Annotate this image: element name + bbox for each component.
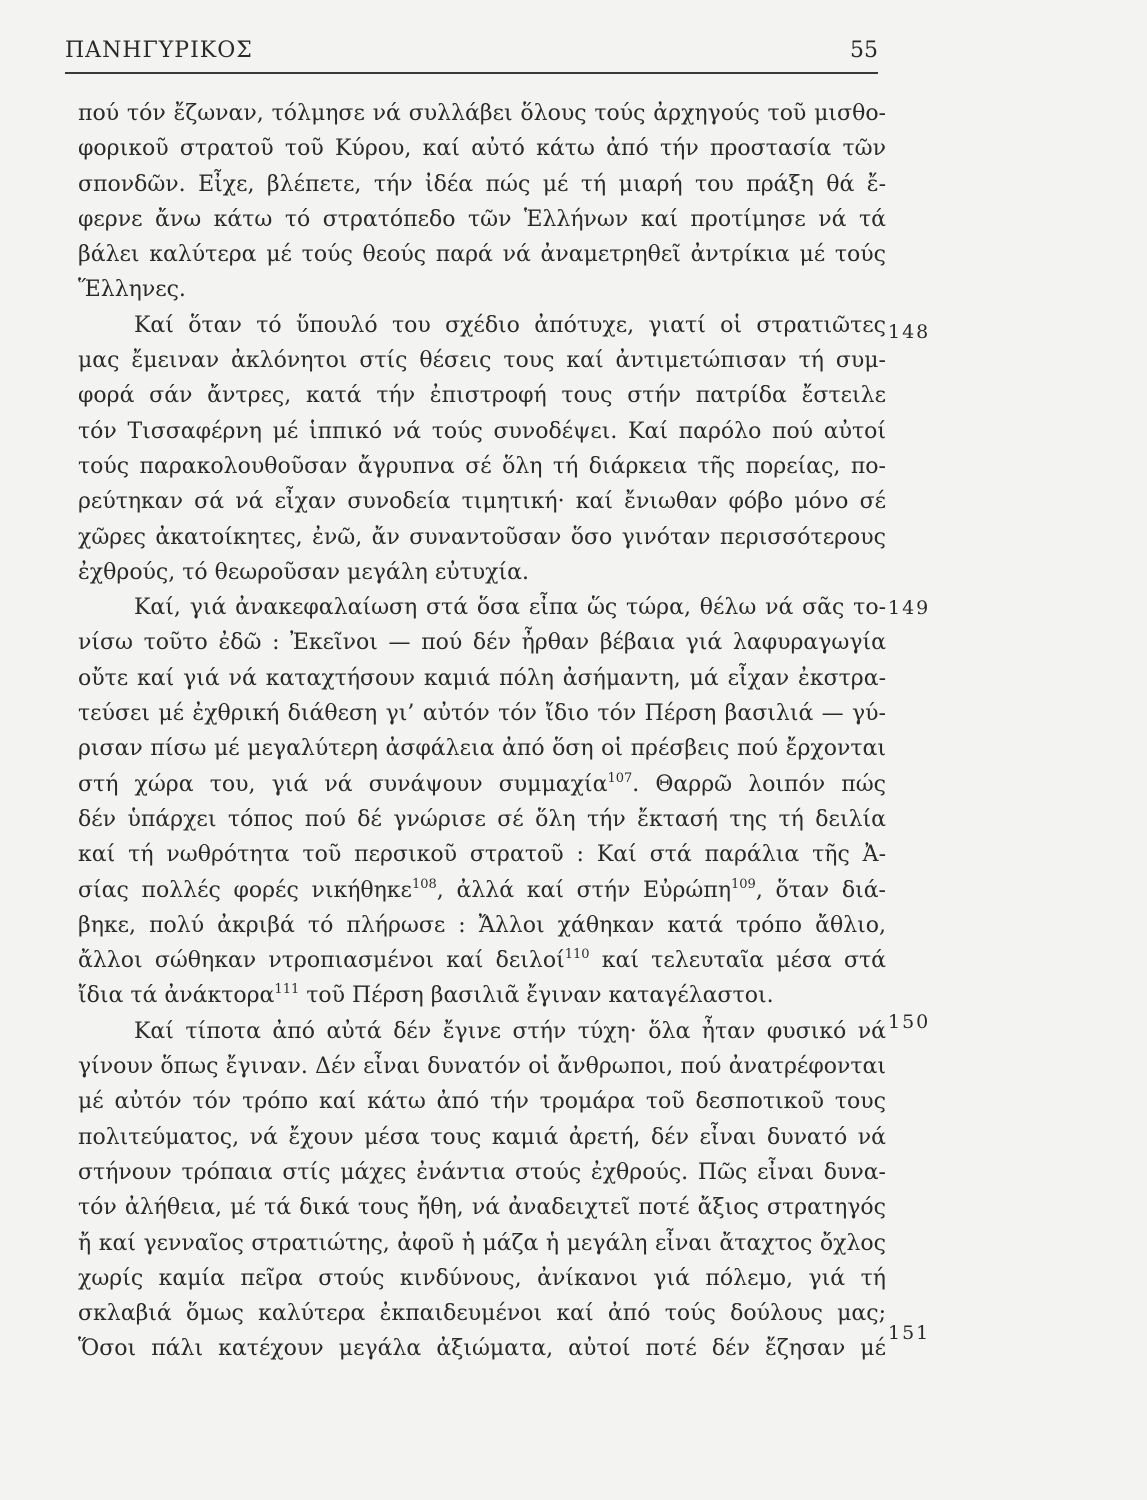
text-segment: καί τελευταῖα μέσα στά [589, 948, 886, 974]
text-line: σκλαβιά ὅμως καλύτερα ἐκπαιδευμένοι καί ἀπό τούς δούλους μας; [78, 1301, 886, 1327]
text-line: στήνουν τρόπαια στίς μάχες ἐνάντια στούς ἐχθρούς. Πῶς εἶναι δυνα- [78, 1159, 886, 1185]
text-line: νίσω τοῦτο ἐδῶ : Ἐκεῖνοι — πού δέν ἦρθαν βέβαια γιά λαφυραγωγία [78, 630, 886, 656]
text-segment: ἄλλοι σώθηκαν ντροπιασμένοι καί δειλοί [78, 948, 565, 974]
text-line: πολιτεύματος, νά ἔχουν μέσα τους καμιά ἀρετή, δέν εἶναι δυνατό νά [78, 1124, 886, 1150]
text-line [78, 943, 886, 978]
text-line: δέν ὑπάρχει τόπος πού δέ γνώρισε σέ ὅλη τήν ἔκτασή της τή δειλία [78, 806, 886, 832]
text-line: σπονδῶν. Εἶχε, βλέπετε, τήν ἰδέα πώς μέ τή μιαρή του πράξη θά ἔ- [78, 171, 886, 197]
text-segment: , ὅταν διά- [755, 877, 886, 903]
text-line [78, 767, 886, 802]
text-line: ρεύτηκαν σά νά εἶχαν συνοδεία τιμητική· καί ἔνιωθαν φόβο μόνο σέ [78, 489, 886, 515]
text-line: μέ αὐτόν τόν τρόπο καί κάτω ἀπό τήν τρομάρα τοῦ δεσποτικοῦ τους [78, 1089, 886, 1115]
running-title: ΠΑΝΗΓΥΡΙΚΟΣ [65, 38, 253, 63]
section-number-148: 148 [888, 321, 931, 343]
footnote-ref-110: 110 [564, 947, 590, 963]
text-line: τόν Τισσαφέρνη μέ ἱππικό νά τούς συνοδέψει. Καί παρόλο πού αὐτοί [78, 418, 886, 444]
text-segment: . Θαρρῶ λοιπόν πώς [632, 771, 886, 797]
text-line: γίνουν ὅπως ἔγιναν. Δέν εἶναι δυνατόν οἱ ἄνθρωποι, πού ἀνατρέφονται [78, 1054, 886, 1080]
section-number-149: 149 [888, 597, 931, 619]
text-line: καί τή νωθρότητα τοῦ περσικοῦ στρατοῦ : Καί στά παράλια τῆς Ἀ- [78, 842, 886, 868]
text-line: Ὅσοι πάλι κατέχουν μεγάλα ἀξιώματα, αὐτοί ποτέ δέν ἔζησαν μέ [78, 1336, 886, 1362]
text-line: ρισαν πίσω μέ μεγαλύτερη ἀσφάλεια ἀπό ὅση οἱ πρέσβεις πού ἔρχονται [78, 736, 886, 762]
section-number-150: 150 [888, 1011, 931, 1033]
text-line: ἤ καί γενναῖος στρατιώτης, ἀφοῦ ἡ μάζα ἡ μεγάλη εἶναι ἄταχτος ὄχλος [78, 1230, 886, 1256]
body-text [78, 96, 886, 1367]
text-line: πού τόν ἔζωναν, τόλμησε νά συλλάβει ὅλους τούς ἀρχηγούς τοῦ μισθο- [78, 101, 886, 126]
page-number: 55 [850, 38, 878, 63]
text-segment: , ἀλλά καί στήν Εὐρώπη [436, 877, 732, 903]
text-line [78, 978, 886, 1013]
section-number-151: 151 [888, 1322, 931, 1344]
running-header [65, 38, 878, 74]
paragraph-start: Καί ὅταν τό ὕπουλό του σχέδιο ἀπότυχε, γιατί οἱ στρατιῶτες [134, 312, 886, 338]
text-line: φορικοῦ στρατοῦ τοῦ Κύρου, καί αὐτό κάτω ἀπό τήν προστασία τῶν [78, 136, 886, 162]
text-line: ἐχθρούς, τό θεωροῦσαν μεγάλη εὐτυχία. [78, 559, 529, 585]
text-segment: ἴδια τά ἀνάκτορα [78, 983, 275, 1009]
text-line: τόν ἀλήθεια, μέ τά δικά τους ἤθη, νά ἀναδειχτεῖ ποτέ ἄξιος στρατηγός [78, 1195, 886, 1221]
text-line: μας ἔμειναν ἀκλόνητοι στίς θέσεις τους καί ἀντιμετώπισαν τή συμ- [78, 348, 886, 374]
text-line: Ἕλληνες. [78, 277, 186, 303]
text-segment: στή χώρα του, γιά νά συνάψουν συμμαχία [78, 771, 608, 797]
text-line: φερνε ἄνω κάτω τό στρατόπεδο τῶν Ἑλλήνων καί προτίμησε νά τά [78, 206, 886, 232]
footnote-ref-107: 107 [607, 770, 633, 786]
text-line: βηκε, πολύ ἀκριβά τό πλήρωσε : Ἄλλοι χάθηκαν κατά τρόπο ἄθλιο, [78, 912, 886, 938]
footnote-ref-109: 109 [731, 876, 756, 892]
footnote-ref-108: 108 [411, 876, 437, 892]
text-line: χωρίς καμία πεῖρα στούς κινδύνους, ἀνίκανοι γιά πόλεμο, γιά τή [78, 1265, 886, 1291]
text-line: τεύσει μέ ἐχθρική διάθεση γι’ αὐτόν τόν ἴδιο τόν Πέρση βασιλιά — γύ- [78, 701, 886, 727]
text-line: φορά σάν ἄντρες, κατά τήν ἐπιστροφή τους στήν πατρίδα ἔστειλε [78, 383, 886, 409]
paragraph-start: Καί τίποτα ἀπό αὐτά δέν ἔγινε στήν τύχη· ὅλα ἦταν φυσικό νά [134, 1018, 886, 1044]
text-segment: τοῦ Πέρση βασιλιᾶ ἔγιναν καταγέλαστοι. [299, 983, 774, 1009]
text-line [78, 873, 886, 908]
paragraph-start: Καί, γιά ἀνακεφαλαίωση στά ὅσα εἶπα ὥς τώρα, θέλω νά σᾶς το- [134, 595, 886, 621]
footnote-ref-111: 111 [274, 982, 300, 998]
text-segment: σίας πολλές φορές νικήθηκε [78, 877, 412, 903]
text-line: οὔτε καί γιά νά καταχτήσουν καμιά πόλη ἀσήμαντη, μά εἶχαν ἐκστρα- [78, 665, 886, 691]
text-line: χῶρες ἀκατοίκητες, ἐνῶ, ἄν συναντοῦσαν ὅσο γινόταν περισσότερους [78, 524, 886, 550]
text-line: τούς παρακολουθοῦσαν ἄγρυπνα σέ ὅλη τή διάρκεια τῆς πορείας, πο- [78, 453, 886, 479]
text-line: βάλει καλύτερα μέ τούς θεούς παρά νά ἀναμετρηθεῖ ἀντρίκια μέ τούς [78, 242, 886, 268]
